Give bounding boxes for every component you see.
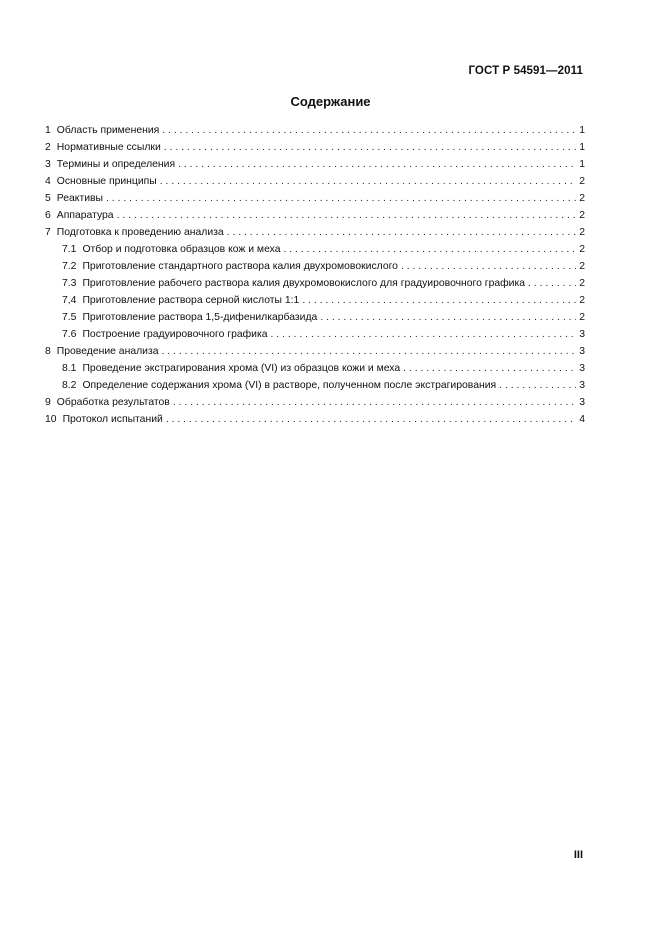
- toc-entry-page: 2: [579, 227, 585, 238]
- toc-entry[interactable]: [45, 142, 585, 159]
- toc-entry-title: Приготовление стандартного раствора калия двухромовокислого: [82, 261, 398, 272]
- toc-subentry[interactable]: [45, 363, 585, 380]
- toc-entry-title: Определение содержания хрома (VI) в растворе, полученном после экстрагирования: [82, 380, 497, 391]
- toc-entry[interactable]: [45, 176, 585, 193]
- toc-entry-number: 4: [45, 176, 51, 187]
- toc-entry-page: 2: [579, 244, 585, 255]
- toc-dot-leader: [227, 227, 576, 238]
- toc-dot-leader: [528, 278, 576, 289]
- toc-dot-leader: [178, 159, 576, 170]
- toc-subentry[interactable]: [45, 295, 585, 312]
- toc-subentry[interactable]: [45, 261, 585, 278]
- toc-entry-page: 2: [579, 261, 585, 272]
- toc-dot-leader: [160, 176, 576, 187]
- toc-dot-leader: [166, 414, 576, 425]
- toc-entry-number: 3: [45, 159, 51, 170]
- toc-entry-page: 2: [579, 176, 585, 187]
- toc-dot-leader: [164, 142, 576, 153]
- toc-subentry[interactable]: [45, 244, 585, 261]
- toc-title: Содержание: [290, 94, 371, 109]
- toc-dot-leader: [320, 312, 576, 323]
- toc-dot-leader: [173, 397, 576, 408]
- toc-entry-page: 2: [579, 210, 585, 221]
- toc-entry-page: 3: [579, 329, 585, 340]
- toc-entry-number: 9: [45, 397, 51, 408]
- toc-entry[interactable]: [45, 397, 585, 414]
- toc-entry-number: 7,4: [62, 295, 77, 306]
- toc-entry-page: 2: [579, 278, 585, 289]
- toc-entry-number: 7.1: [62, 244, 77, 255]
- toc-entry-title: Протокол испытаний: [62, 414, 163, 425]
- toc-subentry[interactable]: [45, 329, 585, 346]
- toc-dot-leader: [499, 380, 576, 391]
- toc-entry-title: Отбор и подготовка образцов кож и меха: [82, 244, 281, 255]
- toc-dot-leader: [106, 193, 576, 204]
- toc-dot-leader: [403, 363, 576, 374]
- toc-entry-page: 2: [579, 193, 585, 204]
- toc-entry-number: 6: [45, 210, 51, 221]
- document-code: ГОСТ Р 54591—2011: [468, 65, 583, 77]
- toc-entry-number: 7.6: [62, 329, 77, 340]
- toc-dot-leader: [162, 346, 576, 357]
- toc-entry-page: 3: [579, 380, 585, 391]
- toc-entry-page: 2: [579, 295, 585, 306]
- toc-entry-title: Приготовление раствора серной кислоты 1:1: [82, 295, 300, 306]
- toc-subentry[interactable]: [45, 312, 585, 329]
- toc-entry-number: 7: [45, 227, 51, 238]
- toc-entry-number: 8: [45, 346, 51, 357]
- toc-entry-title: Приготовление рабочего раствора калия двухромовокислого для градуировочного графика: [82, 278, 526, 289]
- toc-subentry[interactable]: [45, 278, 585, 295]
- toc-entry-number: 10: [45, 414, 57, 425]
- toc-entry-title: Термины и определения: [56, 159, 176, 170]
- toc-dot-leader: [283, 244, 576, 255]
- toc-entry-page: 3: [579, 397, 585, 408]
- toc-dot-leader: [302, 295, 576, 306]
- toc-entry[interactable]: [45, 210, 585, 227]
- toc-entry[interactable]: [45, 414, 585, 431]
- toc-entry[interactable]: [45, 125, 585, 142]
- page-number: III: [573, 849, 583, 861]
- toc-entry-title: Аппаратура: [56, 210, 114, 221]
- toc-subentry[interactable]: [45, 380, 585, 397]
- toc-entry-page: 2: [579, 312, 585, 323]
- toc-entry-page: 1: [579, 159, 585, 170]
- toc-entry-title: Основные принципы: [56, 176, 157, 187]
- toc-dot-leader: [271, 329, 576, 340]
- toc-entry-title: Построение градуировочного графика: [82, 329, 268, 340]
- toc-entry[interactable]: [45, 346, 585, 363]
- toc-entry-title: Обработка результатов: [56, 397, 170, 408]
- toc-entry-page: 3: [579, 346, 585, 357]
- table-of-contents: [45, 125, 585, 431]
- toc-entry-number: 7.3: [62, 278, 77, 289]
- toc-entry-number: 5: [45, 193, 51, 204]
- toc-entry-title: Проведение экстрагирования хрома (VI) из образцов кожи и меха: [82, 363, 401, 374]
- toc-entry-number: 7.5: [62, 312, 77, 323]
- toc-entry-number: 2: [45, 142, 51, 153]
- toc-entry-number: 7.2: [62, 261, 77, 272]
- toc-entry-title: Область применения: [56, 125, 160, 136]
- toc-dot-leader: [401, 261, 576, 272]
- toc-entry[interactable]: [45, 159, 585, 176]
- toc-entry-title: Подготовка к проведению анализа: [56, 227, 224, 238]
- toc-entry-number: 1: [45, 125, 51, 136]
- toc-entry[interactable]: [45, 227, 585, 244]
- toc-entry-page: 1: [579, 142, 585, 153]
- toc-entry-title: Реактивы: [56, 193, 104, 204]
- toc-entry-page: 4: [579, 414, 585, 425]
- toc-entry-title: Приготовление раствора 1,5-дифенилкарбазида: [82, 312, 318, 323]
- toc-entry[interactable]: [45, 193, 585, 210]
- toc-entry-number: 8.1: [62, 363, 77, 374]
- toc-entry-number: 8.2: [62, 380, 77, 391]
- toc-entry-page: 1: [579, 125, 585, 136]
- toc-entry-title: Нормативные ссылки: [56, 142, 161, 153]
- toc-dot-leader: [117, 210, 576, 221]
- toc-dot-leader: [162, 125, 576, 136]
- toc-entry-title: Проведение анализа: [56, 346, 159, 357]
- toc-entry-page: 3: [579, 363, 585, 374]
